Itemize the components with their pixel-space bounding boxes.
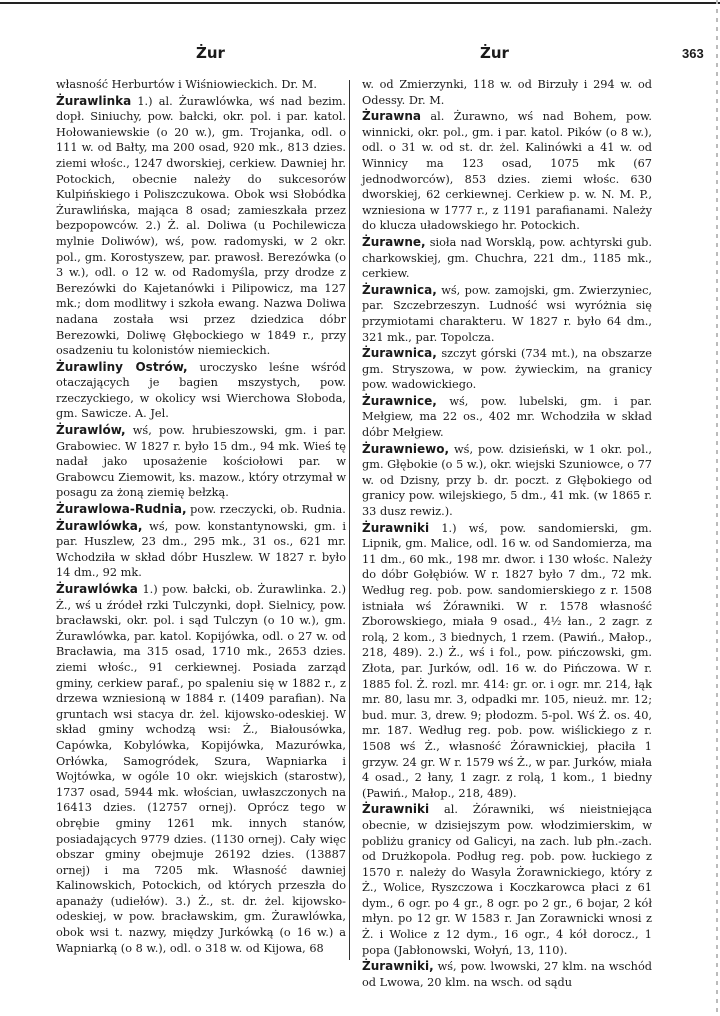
entry-headword: Żurawniki	[362, 520, 430, 535]
dictionary-entry	[56, 77, 346, 93]
page-number: 363	[682, 46, 704, 61]
entry-text: wś, pow. lubelski, gm. i par. Mełgiew, ma 22 os., 402 mr. Wchodziła w skład dóbr Mełgiew.	[362, 394, 652, 440]
entry-headword: Żurawnica,	[362, 282, 437, 297]
scan-edge	[716, 0, 718, 1016]
entry-headword: Żurawlinka	[56, 93, 132, 108]
dictionary-entry	[362, 77, 652, 108]
entry-headword: Żurawnice,	[362, 393, 437, 408]
dictionary-entry	[362, 442, 652, 520]
entry-text: al. Żurawno, wś nad Bohem, pow. winnicki, okr. pol., gm. i par. katol. Pików (o 8 w.), odl. o 31 w. od st. dr. żel. Kalinówki a 41 w. od Winnicy ma 123 osad, 1075 mk (67 jednodworców), 853 dzies. ziemi włośc. 630 dworskiej, 62 cerkiewnej. Cerkiew p. w. N. M. P., wzniesiona w 1777 r., z 1191 parafianami. Należy do klucza uładowskiego hr. Potockich.	[362, 110, 652, 233]
entry-headword: Żurawne,	[362, 234, 426, 249]
right-column	[362, 77, 652, 990]
entry-headword: Żurawniki,	[362, 959, 434, 974]
entry-headword: Żurawniki	[362, 802, 430, 817]
entry-headword: Żurawna	[362, 109, 421, 124]
dictionary-entry	[56, 519, 346, 581]
dictionary-entry	[56, 94, 346, 359]
dictionary-entry	[362, 109, 652, 234]
entry-text: 1.) wś, pow. sandomierski, gm. Lipnik, gm. Malice, odl. 16 w. od Sandomierza, ma 11 dm., 60 mk., 198 mr. dwor. i 130 włośc. Należy do dóbr Gołębiów. W r. 1827 było 7 dm., 72 mk. Według reg. pob. pow. sandomierskiego z r. 1508 istniała wś Żórawniki. W r. 1578 własność Zborowskiego, miała 9 osad., 4½ łan., 2 zagr. z rolą, 2 kom., 3 biednych, 1 rzem. (Pawiń., Małop., 218, 489). 2.) Ż., wś i fol., pow. pińczowski, gm. Złota, par. Jurków, odl. 16 w. do Pińczowa. W r. 1885 fol. Ż. rozl. mr. 414: gr. or. i ogr. mr. 214, łąk mr. 80, lasu mr. 3, odpadki mr. 105, nieuż. mr. 12; bud. mur. 3, drew. 9; płodozm. 5-pol. Wś Ż. os. 40, mr. 187. Według reg. pob. pow. wiślickiego z r. 1508 wś Ż., własność Żórawnickiej, płaciła 1 grzyw. 24 gr. W r. 1579 wś Ż., w par. Jurków, miała 4 osad., 2 łany, 1 zagr. z rolą, 1 kom., 1 biedny (Pawiń., Małop., 218, 489).	[362, 521, 652, 800]
entry-text: wś, pow. lwowski, 27 klm. na wschód od Lwowa, 20 klm. na wsch. od sądu	[362, 960, 652, 989]
entry-headword: Żurawlówka,	[56, 518, 143, 533]
entry-text: wś, pow. hrubieszowski, gm. i par. Grabowiec. W 1827 r. było 15 dm., 94 mk. Wieś tę nadał jako uposażenie kościołowi par. w Grabowcu Ziemowit, ks. mazow., który otrzymał w posagu za żoną ziemię bełzką.	[56, 424, 346, 500]
entry-text: uroczysko leśne wśród otaczających je bagien mszystych, pow. rzeczyckiego, w okolicy wsi Wierchowa Słoboda, gm. Sawicze. A. Jel.	[56, 360, 346, 421]
entry-text: 1.) pow. bałcki, ob. Żurawlinka. 2.) Ż., wś u źródeł rzki Tulczynki, dopł. Sielnicy, pow. bracławski, okr. pol. i sąd Tulczyn (o 10 w.), gm. Żurawlówka, par. katol. Kopijówka, odl. o 27 w. od Bracławia, ma 315 osad, 1710 mk., 2653 dzies. ziemi włośc., 91 cerkiewnej. Posiada zarząd gminy, cerkiew paraf., po spaleniu się w 1882 r., z drzewa wzniesioną w 1884 r. (1409 parafian). Na gruntach wsi stacya dr. żel. kijowsko-odeskiej. W skład gminy wchodzą wsi: Ż., Białousówka, Capówka, Kobylówka, Kopijówka, Mazurówka, Orłówka, Samogródek, Szura, Wapniarka i Wojtówka, w ogóle 10 okr. wiejskich (starostw), 1737 osad, 5944 mk. włościan, uwłaszczonych na 16413 dzies. (12757 ornej). Oprócz tego w obrębie gminy 1261 mk. innych stanów, posiadających 9779 dzies. (1130 ornej). Cały więc obszar gminy obejmuje 26192 dzies. (13887 ornej) i ma 7205 mk. Własność dawniej Kalinowskich, Potockich, od których przeszła do apanaży (udiełów). 3.) Ż., st. dr. żel. kijowsko-odeskiej, w pow. bracławskim, gm. Żurawlówka, obok wsi t. nazwy, między Jurkówką (o 16 w.) a Wapniarką (o 8 w.), odl. o 318 w. od Kijowa, 68	[56, 583, 346, 955]
entry-text: al. Żórawniki, wś nieistniejąca obecnie, w dzisiejszym pow. włodzimierskim, w pobliżu granicy od Galicyi, na zach. lub płn.-zach. od Drużkopola. Podług reg. pob. pow. łuckiego z 1570 r. należy do Wasyla Żorawnickiego, który z Ż., Wolice, Ryszczowa i Koczkarowca płaci z 61 dym., 6 ogr. po 4 gr., 8 ogr. po 2 gr., 6 bojar, 2 kół młyn. po 12 gr. W 1583 r. Jan Zorawnicki wnosi z Ż. i Wolice z 12 dym., 16 ogr., 4 kół dorocz., 1 popa (Jabłonowski, Wołyń, 13, 110).	[362, 803, 652, 957]
entry-text: szczyt górski (734 mt.), na obszarze gm. Stryszowa, w pow. żywieckim, na granicy pow. wadowickiego.	[362, 347, 652, 392]
entry-text: sioła nad Worsklą, pow. achtyrski gub. charkowskiej, gm. Chuchra, 221 dm., 1185 mk., cerkiew.	[362, 235, 652, 281]
entry-text: własność Herburtów i Wiśniowieckich. Dr. M.	[56, 78, 317, 91]
dictionary-entry	[56, 360, 346, 422]
dictionary-entry	[362, 394, 652, 441]
entry-text: w. od Zmierzynki, 118 w. od Birzuły i 294 w. od Odessy. Dr. M.	[362, 78, 652, 107]
entry-text: wś, pow. konstantynowski, gm. i par. Huszlew, 23 dm., 295 mk., 31 os., 621 mr. Wchodziła w skład dóbr Huszlew. W 1827 r. było 14 dm., 92 mk.	[56, 519, 347, 580]
dictionary-entry	[362, 235, 652, 282]
entry-headword: Żurawlów,	[56, 423, 126, 438]
entry-text: wś, pow. dzisieński, w 1 okr. pol., gm. Głębokie (o 5 w.), okr. wiejski Szuniowce, o 77 w. od Dzisny, przy b. dr. poczt. z Głębokiego od granicy pow. wilejskiego, 5 dm., 41 mk. (w 1865 r. 33 dusz rewiz.).	[362, 442, 652, 519]
entry-headword: Żurawniewo,	[362, 441, 450, 456]
running-head-left: Żur	[196, 44, 225, 62]
running-head-right: Żur	[480, 44, 509, 62]
entry-headword: Żurawlowa-Rudnia,	[56, 502, 187, 517]
dictionary-entry	[56, 423, 346, 501]
dictionary-entry	[362, 521, 652, 802]
dictionary-entry	[362, 283, 652, 345]
dictionary-entry	[56, 582, 346, 956]
column-divider	[349, 80, 350, 960]
entry-text: wś, pow. zamojski, gm. Zwierzyniec, par. Szczebrzeszyn. Ludność wsi wyróżnia się przymiotami charakteru. W 1827 r. było 64 dm., 321 mk., par. Topolcza.	[362, 283, 652, 344]
entry-headword: Żurawliny Ostrów,	[56, 359, 188, 374]
entry-text: pow. rzeczycki, ob. Rudnia.	[190, 503, 346, 517]
dictionary-entry	[362, 346, 652, 393]
dictionary-entry	[362, 802, 652, 958]
entry-headword: Żurawlówka	[56, 582, 138, 596]
dictionary-entry	[362, 959, 652, 990]
left-column	[56, 77, 346, 956]
entry-text: 1.) al. Żurawlówka, wś nad bezim. dopł. Siniuchy, pow. bałcki, okr. pol. i par. katol. Hołowaniewskie (o 20 w.), gm. Trojanka, odl. o 111 w. od Bałty, ma 200 osad, 920 mk., 813 dzies. ziemi włośc., 1247 dworskiej, cerkiew. Dawniej hr. Potockich, obecnie należy do sukcesorów Kulpińskiego i Poliszczukowa. Obok wsi Słobódka Żurawlińska, mająca 8 osad; zamieszkała przez bezpopowców. 2.) Ż. al. Doliwa (u Pochilewicza mylnie Doliwów), wś, pow. radomyski, w 2 okr. pol., gm. Korostyszew, par. prawosł. Berezówka (o 3 w.), odl. o 12 w. od Radomyśla, przy drodze z Berezówki do Kajetanówki i Pilipowicz, ma 127 mk.; dom modlitwy i szkoła ewang. Nazwa Doliwa nadana została wsi przez dziedzica dóbr Berezowki, Doliwę Głębockiego w 1849 r., przy osadzeniu tu kolonistów niemieckich.	[56, 94, 346, 358]
entry-headword: Żurawnica,	[362, 346, 437, 361]
top-border	[0, 2, 720, 4]
dictionary-entry	[56, 502, 346, 518]
